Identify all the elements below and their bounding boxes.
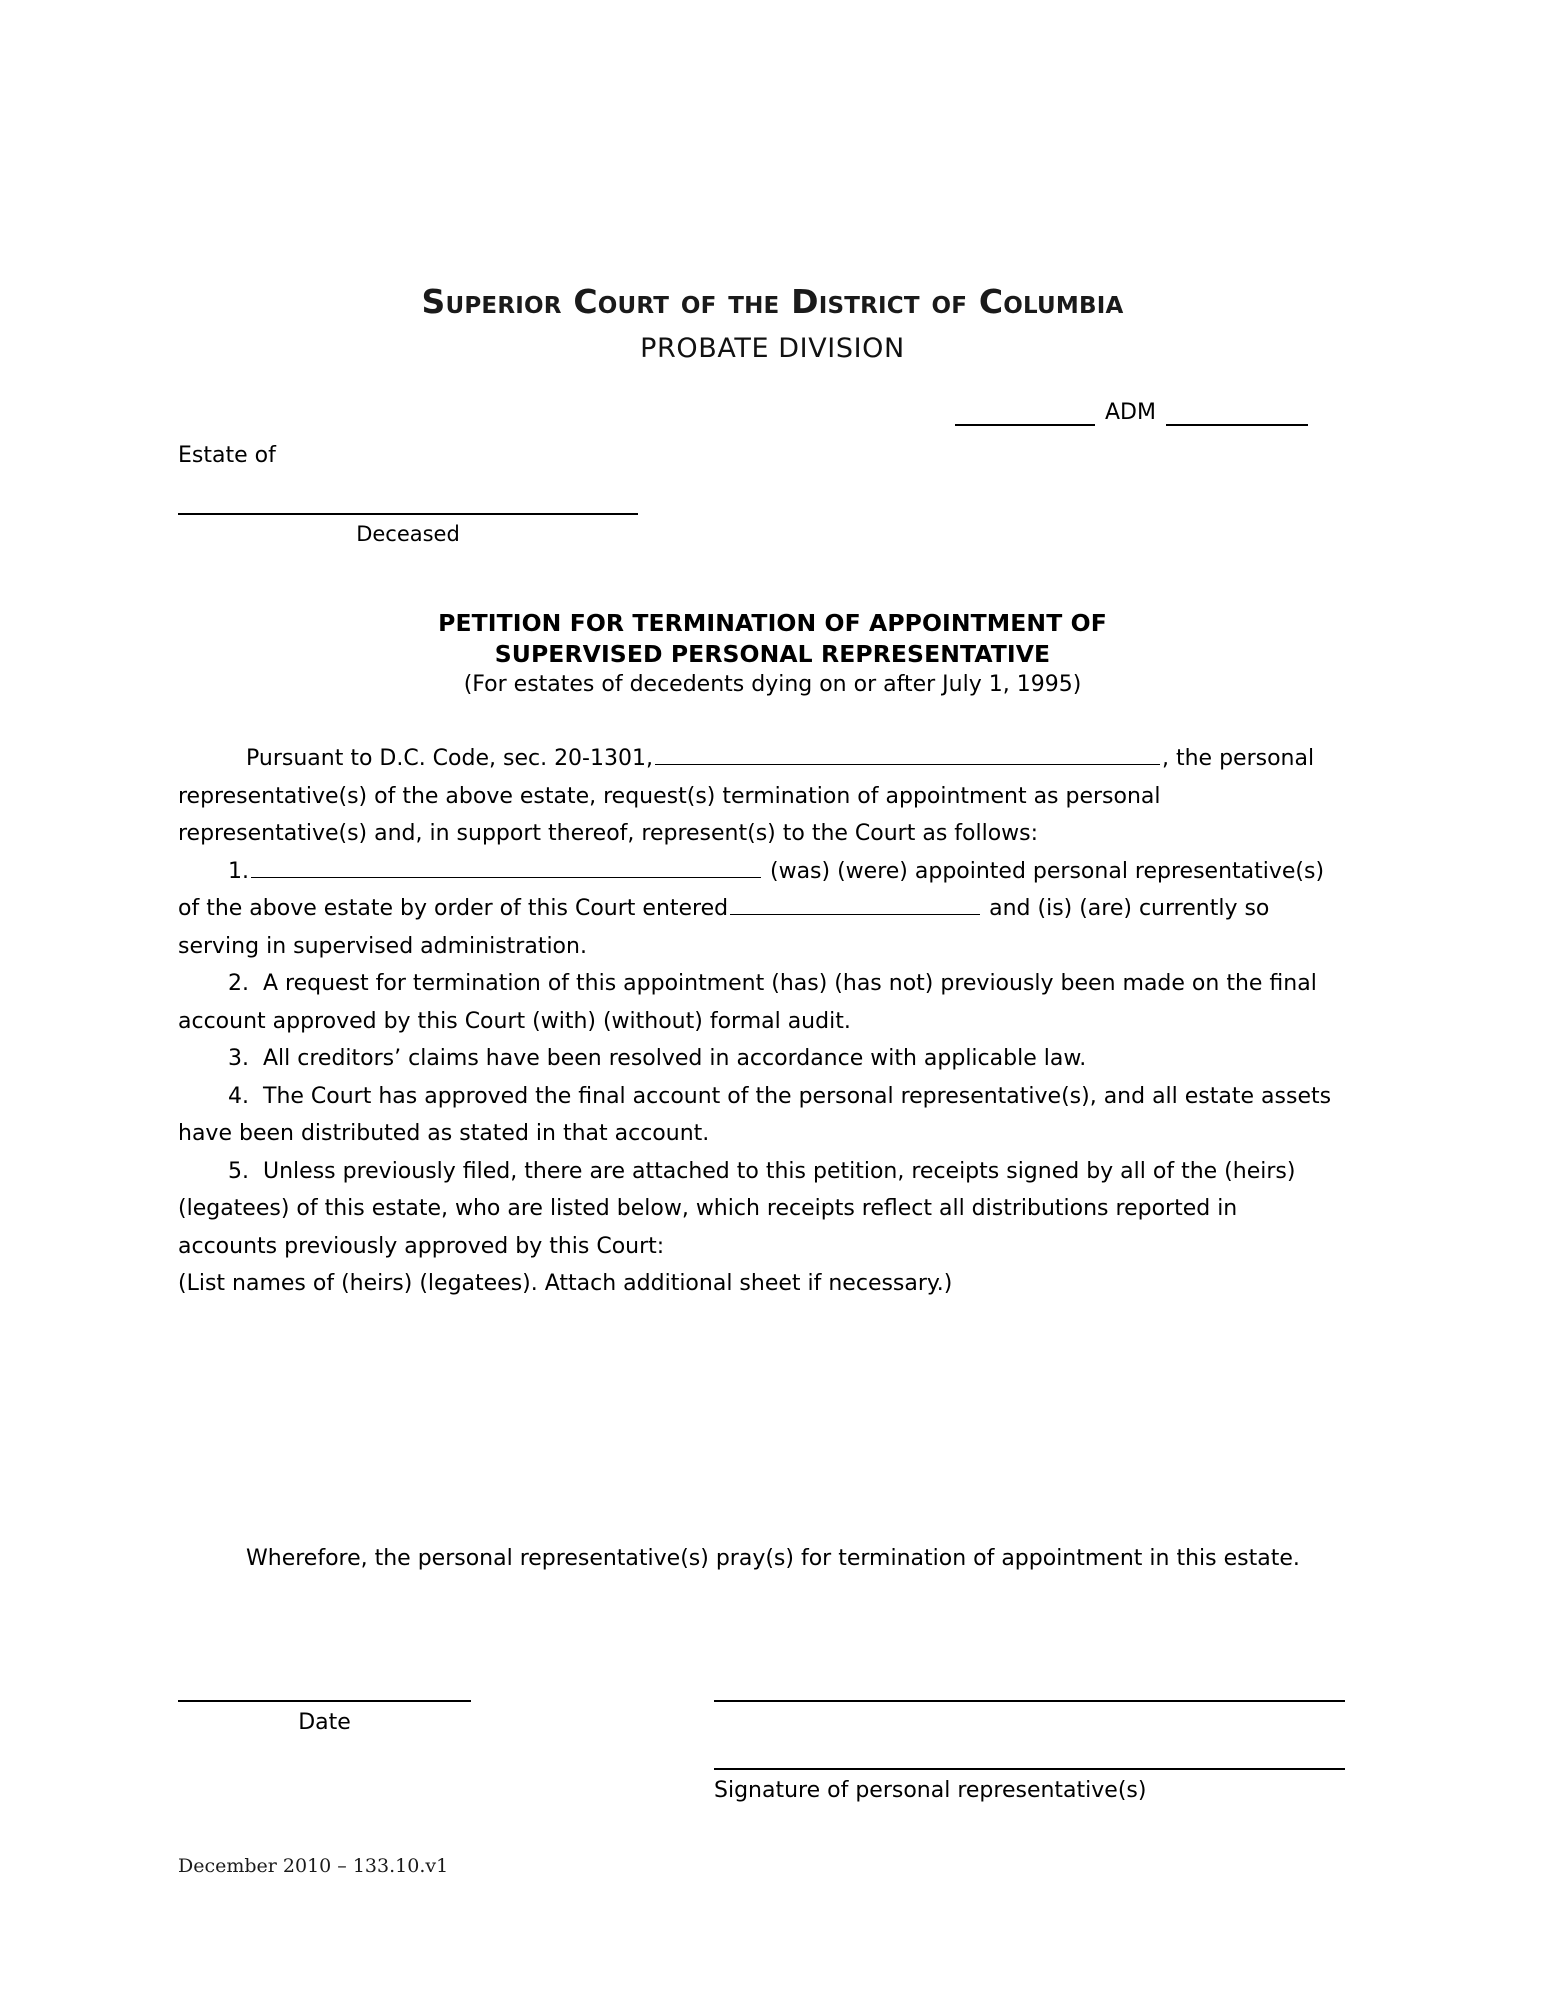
signature-field-1[interactable]	[714, 1700, 1345, 1702]
case-number-left-field[interactable]	[955, 404, 1095, 426]
petition-title-line-2: SUPERVISED PERSONAL REPRESENTATIVE	[494, 640, 1051, 669]
item-3-text: All creditors’ claims have been resolved in accordance with applicable law.	[263, 1046, 1087, 1071]
wherefore-block	[178, 1540, 1341, 1578]
date-label: Date	[298, 1710, 351, 1735]
intro-paragraph	[178, 740, 1341, 853]
decedent-name-field[interactable]	[178, 513, 638, 515]
date-field[interactable]	[178, 1700, 471, 1702]
wherefore-paragraph	[178, 1540, 1341, 1578]
case-number-row	[955, 402, 1308, 426]
item-4-text: The Court has approved the final account of the personal representative(s), and all estate assets have been distributed as stated in that account.	[178, 1083, 1332, 1146]
intro-lead-text: Pursuant to D.C. Code, sec. 20-1301,	[246, 746, 653, 771]
petition-title-line-1: PETITION FOR TERMINATION OF APPOINTMENT OF	[438, 609, 1107, 637]
deceased-label: Deceased	[356, 522, 460, 546]
wherefore-text: Wherefore, the personal representative(s) pray(s) for termination of appointment in this estate.	[246, 1546, 1300, 1571]
signature-field-2[interactable]	[714, 1768, 1345, 1770]
petition-body	[178, 740, 1341, 1303]
item-4-number: 4.	[228, 1083, 249, 1109]
item-2-paragraph	[178, 965, 1341, 1040]
list-instruction: (List names of (heirs) (legatees). Attach additional sheet if necessary.)	[178, 1271, 953, 1296]
item-2-number: 2.	[228, 971, 249, 996]
court-title: Superior Court of the District of Columbia	[421, 282, 1124, 321]
item-3-number: 3.	[228, 1046, 249, 1071]
item-2-text: A request for termination of this appointment (has) (has not) previously been made on the final account approved by this Court (with) (without) formal audit.	[178, 971, 1317, 1034]
item-5-number: 5.	[228, 1158, 249, 1184]
item-1-number: 1.	[228, 858, 249, 884]
division-title: PROBATE DIVISION	[640, 333, 905, 364]
item-1-text-b: and (is) (are) currently so serving in supervised administration.	[178, 896, 1270, 959]
intro-rest-text: the personal representative(s) of the above estate, request(s) termination of appointment as personal representative(s) and, in support thereof, represent(s) to the Court as follows:	[178, 746, 1315, 846]
estate-of-label: Estate of	[178, 443, 276, 468]
form-version-footer: December 2010 – 133.10.v1	[178, 1855, 449, 1877]
case-number-label: ADM	[1105, 400, 1156, 425]
petition-subtitle: (For estates of decedents dying on or after July 1, 1995)	[463, 672, 1082, 697]
item-1-paragraph	[178, 853, 1341, 966]
item-1-text-a: (was) (were) appointed personal representative(s) of the above estate by order of this Court entered	[178, 858, 1325, 921]
signature-label: Signature of personal representative(s)	[714, 1778, 1147, 1803]
item-4-paragraph	[178, 1078, 1341, 1153]
personal-representative-name-field[interactable]	[251, 858, 761, 878]
statute-party-field[interactable]	[655, 745, 1160, 765]
order-date-field[interactable]	[730, 895, 980, 915]
item-5-text: Unless previously filed, there are attached to this petition, receipts signed by all of the (heirs) (legatees) of this estate, who are listed below, which receipts reflect all distributions reported in accounts previously approved by this Court:	[178, 1158, 1296, 1259]
case-number-right-field[interactable]	[1166, 404, 1308, 426]
page-title	[178, 608, 1367, 670]
intro-comma: ,	[1161, 746, 1169, 771]
item-3-paragraph	[178, 1040, 1341, 1078]
item-5-paragraph	[178, 1153, 1341, 1266]
